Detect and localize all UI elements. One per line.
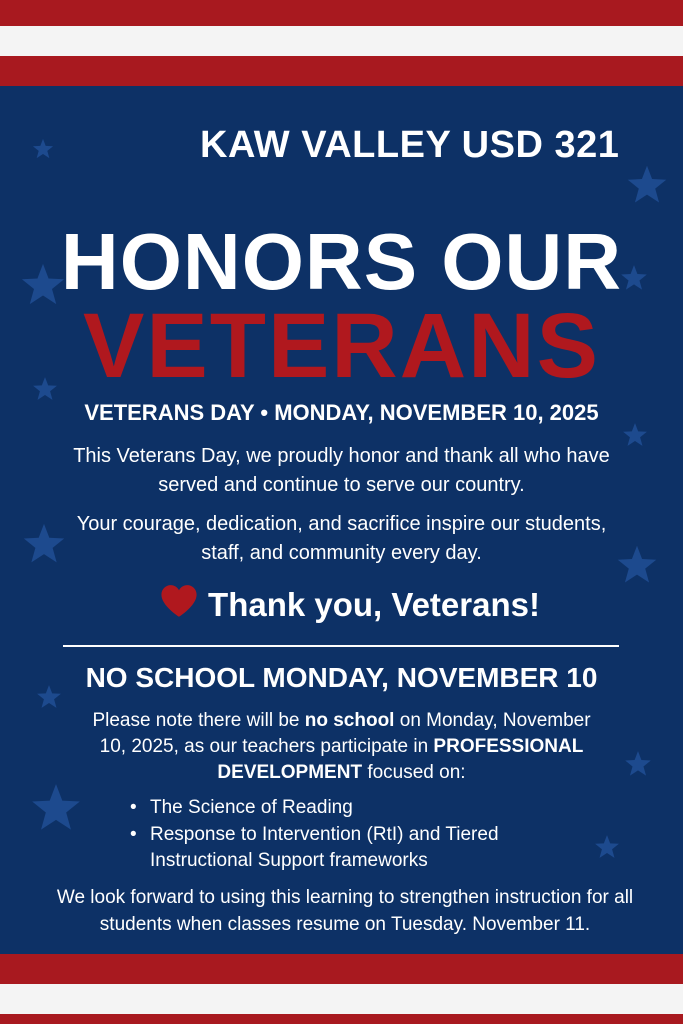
- district-name: KAW VALLEY USD 321: [200, 124, 620, 166]
- list-item: • The Science of Reading: [128, 795, 568, 821]
- star-icon: [626, 164, 668, 206]
- thank-you-line: [140, 584, 560, 626]
- section-divider: [63, 645, 619, 647]
- top-red-stripe-2: [0, 56, 683, 86]
- notice-bold-no-school: no school: [304, 710, 395, 731]
- notice-text-before: Please note there will be: [92, 710, 305, 731]
- notice-text-after: focused on:: [362, 762, 466, 783]
- thank-you-text: Thank you, Veterans!: [208, 586, 540, 623]
- bottom-white-stripe: [0, 984, 683, 1014]
- top-white-stripe: [0, 26, 683, 56]
- honor-paragraph: This Veterans Day, we proudly honor and thank all who have served and continue to serve our country.: [73, 445, 610, 496]
- title-veterans: VETERANS: [83, 295, 600, 397]
- bottom-red-stripe-1: [0, 954, 683, 984]
- top-red-stripe-1: [0, 0, 683, 26]
- notice-bold-professional-development: PROFESSIONAL DEVELOPMENT: [217, 736, 584, 783]
- heart-icon: [160, 584, 198, 626]
- star-icon: [616, 544, 658, 586]
- focus-topics-list: [128, 795, 568, 875]
- star-icon: [32, 138, 54, 160]
- star-icon: [22, 522, 66, 566]
- veterans-day-dateline: VETERANS DAY • MONDAY, NOVEMBER 10, 2025: [84, 400, 599, 425]
- no-school-notice: [80, 708, 603, 786]
- star-icon: [594, 834, 620, 860]
- closing-paragraph: We look forward to using this learning to strengthen instruction for all students when classes resume on Tuesday. November 11.: [56, 887, 634, 935]
- courage-paragraph: Your courage, dedication, and sacrifice inspire our students, staff, and community every day.: [76, 513, 607, 564]
- notice-text-middle: on Monday, November 10, 2025, as our teachers participate in: [99, 710, 591, 757]
- bottom-red-stripe-2: [0, 1014, 683, 1024]
- no-school-heading: NO SCHOOL MONDAY, NOVEMBER 10: [85, 662, 598, 693]
- star-icon: [30, 782, 82, 834]
- title-honors-our: HONORS OUR: [60, 217, 623, 306]
- star-icon: [624, 750, 652, 778]
- list-item: • Response to Intervention (RtI) and Tiered Instructional Support frameworks: [128, 822, 568, 874]
